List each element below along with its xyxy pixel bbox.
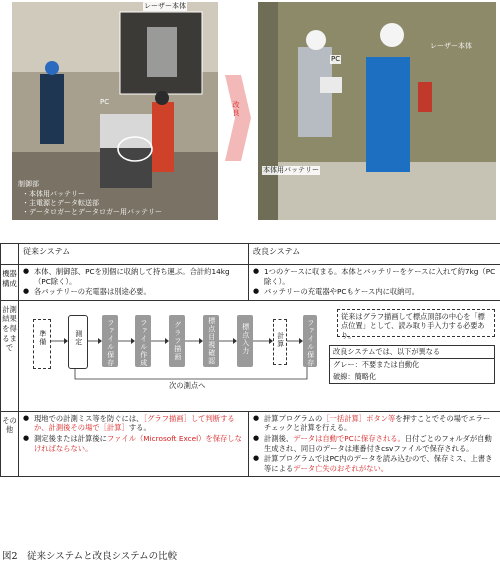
flow-step-calc: 計算 — [273, 319, 287, 365]
equipment-improved — [249, 265, 500, 301]
row-equipment — [1, 265, 500, 301]
list-item: ● 現地での計測ミス等を防ぐには、［グラフ描画］して判断するか、計測後その場で［計算］する。 — [22, 414, 245, 433]
list-item: ● 1つのケースに収まる。本体とバッテリーをケースに入れて約7kg（PC除く）。 — [252, 267, 497, 286]
flow-step-save-2: ファイル保存 — [303, 315, 317, 367]
note-improved-gray: グレー：不要または自動化 — [333, 359, 420, 369]
pc-label-right: PC — [331, 55, 341, 63]
pc-label-left: PC — [100, 98, 110, 106]
flow-step-save-1: ファイル保存 — [102, 315, 118, 367]
flow-step-measure: 測定 — [68, 315, 88, 369]
note-conventional: 従来はグラフ描画して標点頂部の中心を「標点位置」として、読み取り手入力する必要あり。 — [337, 309, 495, 337]
note-improved-title: 改良システムでは、以下が異なる — [330, 346, 494, 359]
other-improved — [249, 411, 500, 477]
row-head-process: 計測結果を得るまで — [1, 300, 19, 411]
list-item: ● 各バッテリーの充電器は別途必要。 — [22, 287, 245, 297]
improved-photo-image — [258, 2, 496, 220]
row-process — [1, 300, 500, 411]
battery-label-right: 本体用バッテリー — [263, 166, 319, 174]
equipment-conventional — [19, 265, 249, 301]
header-conventional: 従来システム — [19, 244, 249, 265]
table-header-row — [1, 244, 500, 265]
list-item: ● 計算プログラムではPC内のデータを読み込むので、保存ミス、上書き等によるデータ亡失のおそれがない。 — [252, 454, 497, 473]
flow-step-create: ファイル作成 — [135, 315, 151, 367]
figure-caption: 図2 従来システムと改良システムの比較 — [2, 551, 178, 562]
other-conventional — [19, 411, 249, 477]
control-item-1: ・本体用バッテリー — [22, 190, 85, 198]
header-corner — [1, 244, 19, 265]
conventional-photo-image — [12, 2, 218, 220]
row-head-other: その他 — [1, 411, 19, 477]
laser-body-label-right: レーザー本体 — [430, 42, 472, 50]
row-head-equipment: 機器構成 — [1, 265, 19, 301]
control-unit-label: 制御部 — [18, 180, 39, 188]
list-item: ● 計測後、データは自動でPCに保存される。日付ごとのフォルダが自動生成され、同日のデータは連番付きcsvファイルで保存される。 — [252, 434, 497, 453]
flow-loop-label: 次の測点へ — [169, 380, 206, 390]
comparison-table — [0, 243, 500, 477]
list-item: ● バッテリーの充電器やPCもケース内に収納可。 — [252, 287, 497, 297]
row-other — [1, 411, 500, 477]
note-improved — [329, 345, 495, 384]
improvement-arrow-label: 改良 — [232, 101, 240, 117]
photo-conventional-system — [12, 2, 218, 220]
note-improved-dash: 破線：簡略化 — [333, 371, 377, 381]
down-right-arrow-icon — [225, 75, 251, 161]
control-item-3: ・データロガーとデータロガー用バッテリー — [22, 208, 162, 216]
process-flow — [19, 301, 500, 411]
laser-body-label: レーザー本体 — [144, 2, 186, 10]
flow-step-prep: 準備 — [33, 319, 51, 369]
list-item: ● 計算プログラムの［一括計算］ボタン等を押すことでその場でエラーチェックと計算を行える。 — [252, 414, 497, 433]
list-item: ● 本体、制御部、PCを別個に収納して持ち運ぶ。合計約14kg（PC除く）。 — [22, 267, 245, 286]
photo-improved-system — [258, 2, 496, 220]
improvement-arrow — [225, 75, 251, 161]
header-improved: 改良システム — [249, 244, 500, 265]
process-flow-cell — [19, 300, 500, 411]
flow-step-graph: グラフ描画 — [169, 315, 185, 367]
flow-step-input: 標点入力 — [237, 315, 253, 367]
control-item-2: ・主電源とデータ転送部 — [22, 199, 99, 207]
flow-step-visual-check: 標点目視確認 — [203, 315, 219, 367]
list-item: ● 測定後または計算後にファイル（Microsoft Excel）を保存しなければならない。 — [22, 434, 245, 453]
